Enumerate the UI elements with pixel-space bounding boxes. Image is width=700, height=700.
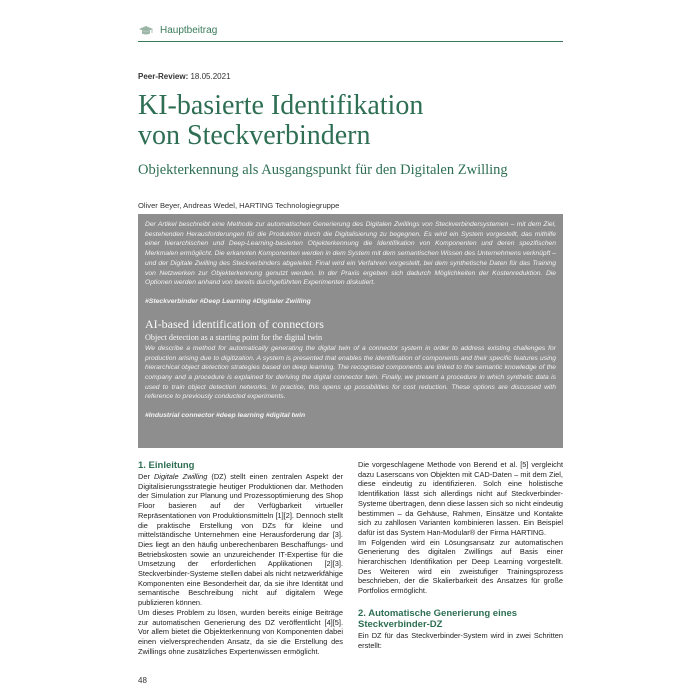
paragraph-method-1: Die vorgeschlagene Methode von Berend et al. [5] vergleicht dazu Laserscans von Objekten mit CAD-Daten – mit dem Ziel, diese eindeutig zu identifizieren. Solch eine holistische Identifikation lässt sich allerdings nicht auf Steckverbinder-Systeme übertragen, denn diese lassen sich so nicht eindeutig bestimmen – da Gehäuse, Rahmen, Einsätze und Kontakte sich zu zahllosen Varianten kombinieren lassen. Ein Beispiel dafür ist das System Han-Modular® der Firma HARTING. <box>358 460 564 537</box>
abstract-box <box>138 214 563 448</box>
peer-review-line <box>138 72 231 81</box>
section-label: Hauptbeitrag <box>160 25 218 36</box>
heading-automatic-generation: 2. Automatische Generierung eines Steckverbinder-DZ <box>358 607 518 630</box>
authors: Oliver Beyer, Andreas Wedel, HARTING Technologiegruppe <box>138 201 340 210</box>
english-subtitle: Object detection as a starting point for the digital twin <box>145 332 323 342</box>
article-subtitle: Objekterkennung als Ausgangspunkt für den Digitalen Zwilling <box>138 162 508 178</box>
keywords-german: #Steckverbinder #Deep Learning #Digitaler Zwilling <box>145 297 311 305</box>
heading-introduction: 1. Einleitung <box>138 460 195 471</box>
keywords-english: #Industrial connector #deep learning #digital twin <box>145 412 306 420</box>
term-digital-twin: Digitale Zwilling <box>153 472 208 481</box>
english-title: AI-based identification of connectors <box>145 316 324 331</box>
abstract-german: Der Artikel beschreibt eine Methode zur automatischen Generierung des Digitalen Zwillings von Steckverbindersystemen – mit dem Ziel, bestehenden Herausforderungen für die Produktion durch die Digitalisierung zu begegnen. Es wird ein System vorgestellt, das mithilfe einer hierarchischen und Deep-Learning-basierten Objekterkennung die Identifikation von Komponenten und deren spezifischen Merkmalen ermöglicht. Die erkannten Komponenten werden in dem System mit dem semantischen Wissen des Unternehmens verknüpft – und der Digitale Zwilling des Steckverbinders abgeleitet. Final wird ein Verfahren vorgestellt, bei dem synthetische Daten für das Training von Netzwerken zur Objekterkennung genutzt werden. In der Praxis ergeben sich dadurch Möglichkeiten der Kostenreduktion. Die Optionen werden anhand von bereits durchgeführten Experimenten diskutiert. <box>145 221 556 287</box>
abstract-english: We describe a method for automatically generating the digital twin of a connector system in order to address existing challenges for production arising due to digitization. A system is presented that enables the identification of components and their specific features using hierarchical object detection strategies based on deep learning. The recognised components are linked to the semantic knowledge of the company and a procedure is explained for deriving the digital connector twin. Finally, we present a procedure in which synthetic data is used to train object detection networks. In practice, this opens up possibilities for cost reduction. These options are discussed with reference to previously conducted experiments. <box>145 344 556 401</box>
section-header <box>138 20 563 42</box>
body-column-left <box>138 460 343 656</box>
peer-review-date: 18.05.2021 <box>190 72 231 81</box>
paragraph-intro-2: Um dieses Problem zu lösen, wurden bereits einige Beiträge zur automatischen Generierung des DZ veröffentlicht [4][5]. Vor allem bietet die Objekterkennung von Komponenten dabei einen vielversprechenden Ansatz, da sie die Erstellung des Zwillings ohne zusätzliches Expertenwissen ermöglicht. <box>138 607 343 656</box>
paragraph-method-2: Im Folgenden wird ein Lösungsansatz zur automatischen Generierung des digitalen Zwillings auf Basis einer hierarchischen Identifikation per Deep Learning vorgestellt. Des Weiteren wird ein zweistufiger Trainingsprozess beschrieben, der die Skalierbarkeit des Ansatzes für große Portfolios ermöglicht. <box>358 537 563 596</box>
peer-review-label: Peer-Review: <box>138 72 189 81</box>
graduation-cap-icon <box>138 25 154 37</box>
paragraph-intro-1: Der Digitale Zwilling (DZ) stellt einen zentralen Aspekt der Digitalisierungsstrategie heutiger Produktionen dar. Methoden der Simulation zur Planung und Prozessoptimierung des Shop Floor basieren auf der Verfügbarkeit virtueller Repräsentationen von Produktionsmitteln [1][2]. Dennoch stellt die praktische Erstellung von DZs für kleine und mittelständische Unternehmen eine Herausforderung dar [3]. Dies liegt an den häufig unberechenbaren Beschaffungs- und Betriebskosten sowie an unzureichender IT-Expertise für die Umsetzung der erforderlichen Applikationen [2][3]. Steckverbinder-Systeme stellen dabei als nicht netzwerkfähige Komponenten eine Besonderheit dar, da sie ihre Identität und semantische Beschreibung nicht auf digitalem Wege publizieren können. <box>138 472 343 608</box>
title-line-2: von Steckverbindern <box>138 120 371 151</box>
body-column-right <box>358 460 563 650</box>
page-number: 48 <box>138 676 147 685</box>
article-title <box>138 91 563 151</box>
paragraph-method-3: Ein DZ für das Steckverbinder-System wird in zwei Schritten erstellt: <box>358 630 563 650</box>
title-line-1: KI-basierte Identifikation <box>138 90 424 121</box>
